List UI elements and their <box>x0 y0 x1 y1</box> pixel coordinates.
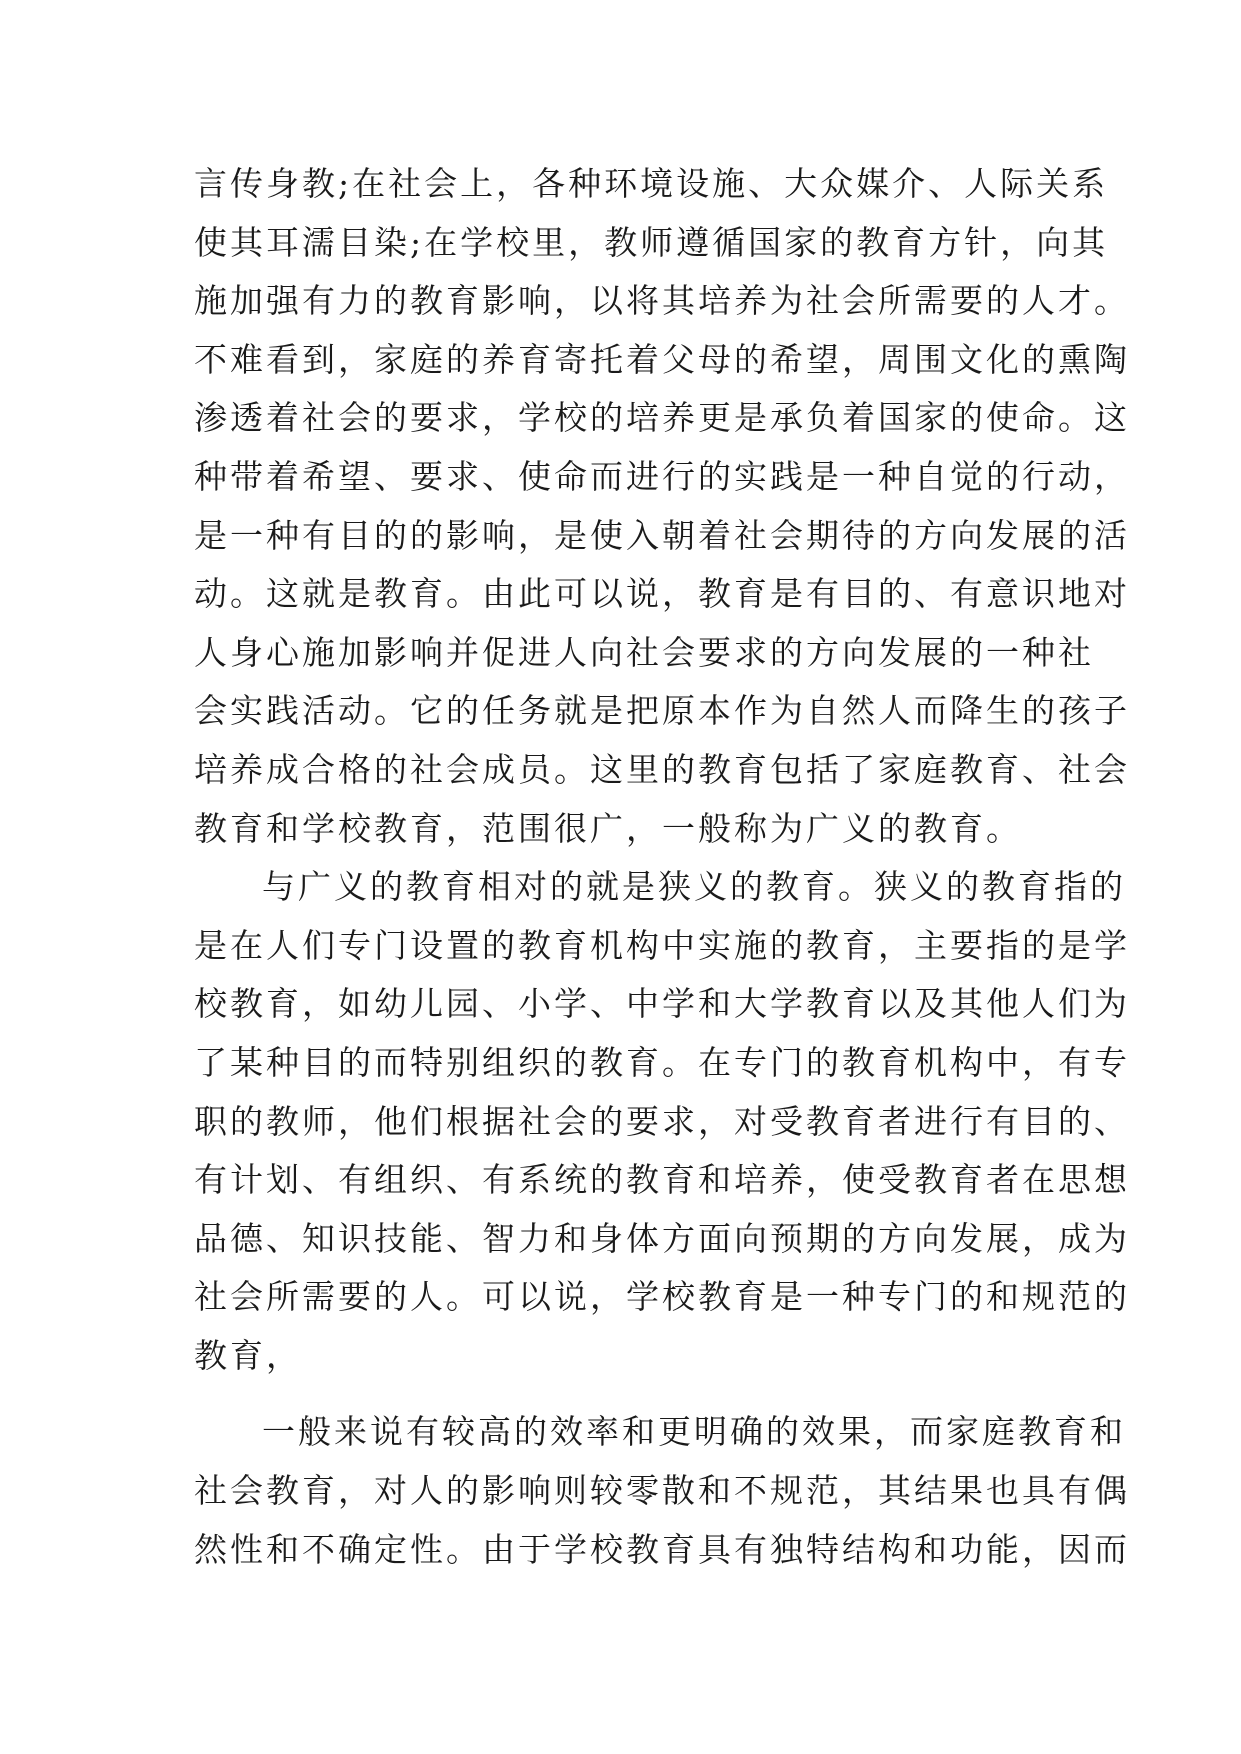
text-line: 校教育，如幼儿园、小学、中学和大学教育以及其他人们为 <box>194 984 1130 1024</box>
text-line: 有计划、有组织、有系统的教育和培养，使受教育者在思想 <box>194 1160 1130 1200</box>
text-line: 培养成合格的社会成员。这里的教育包括了家庭教育、社会 <box>194 749 1130 789</box>
text-line: 渗透着社会的要求，学校的培养更是承负着国家的使命。这 <box>194 398 1130 438</box>
paragraph-gap <box>194 1385 1094 1403</box>
text-line: 了某种目的而特别组织的教育。在专门的教育机构中，有专 <box>194 1042 1130 1082</box>
text-line: 社会所需要的人。可以说，学校教育是一种专门的和规范的 <box>194 1277 1130 1317</box>
body-text <box>194 155 1130 1579</box>
text-line: 然性和不确定性。由于学校教育具有独特结构和功能，因而 <box>194 1529 1130 1569</box>
text-line: 一般来说有较高的效率和更明确的效果，而家庭教育和 <box>262 1412 1126 1452</box>
text-line: 职的教师，他们根据社会的要求，对受教育者进行有目的、 <box>194 1101 1130 1141</box>
text-line: 是一种有目的的影响，是使入朝着社会期待的方向发展的活 <box>194 515 1130 555</box>
text-line: 施加强有力的教育影响，以将其培养为社会所需要的人才。 <box>194 281 1130 321</box>
text-line: 与广义的教育相对的就是狭义的教育。狭义的教育指的 <box>262 867 1126 907</box>
text-line: 种带着希望、要求、使命而进行的实践是一种自觉的行动， <box>194 456 1130 496</box>
text-line: 不难看到，家庭的养育寄托着父母的希望，周围文化的熏陶 <box>194 339 1130 379</box>
text-line: 言传身教;在社会上，各种环境设施、大众媒介、人际关系 <box>194 164 1109 203</box>
text-line: 教育， <box>194 1335 302 1375</box>
text-line: 会实践活动。它的任务就是把原本作为自然人而降生的孩子 <box>194 691 1130 731</box>
text-line: 社会教育，对人的影响则较零散和不规范，其结果也具有偶 <box>194 1471 1130 1511</box>
text-line: 品德、知识技能、智力和身体方面向预期的方向发展，成为 <box>194 1218 1130 1258</box>
text-line: 是在人们专门设置的教育机构中实施的教育，主要指的是学 <box>194 925 1130 965</box>
text-line: 使其耳濡目染;在学校里，教师遵循国家的教育方针，向其 <box>194 222 1109 262</box>
text-line: 动。这就是教育。由此可以说，教育是有目的、有意识地对 <box>194 574 1130 614</box>
text-line: 教育和学校教育，范围很广，一般称为广义的教育。 <box>194 808 1022 848</box>
text-line: 人身心施加影响并促进人向社会要求的方向发展的一种社 <box>194 632 1094 672</box>
